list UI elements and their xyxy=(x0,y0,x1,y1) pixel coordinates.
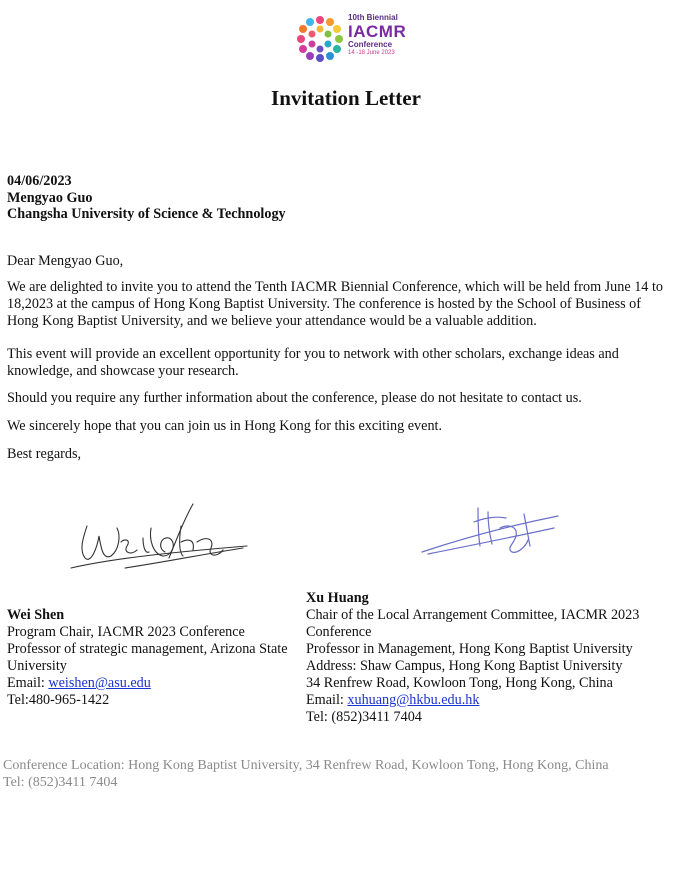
footer-location: Conference Location: Hong Kong Baptist University, 34 Renfrew Road, Kowloon Tong, Hong Kong, China xyxy=(3,758,609,773)
footer xyxy=(3,757,683,791)
footer-tel: Tel: (852)3411 7404 xyxy=(3,775,118,790)
signatory-left xyxy=(7,607,307,709)
signatory-right-address-2: 34 Renfrew Road, Kowloon Tong, Hong Kong, China xyxy=(306,675,613,691)
signature-wei-shen xyxy=(65,498,255,578)
email-link-wei-shen[interactable]: weishen@asu.edu xyxy=(48,675,151,691)
paragraph-1: We are delighted to invite you to attend the Tenth IACMR Biennial Conference, which will be held from June 14 to 18,2023 at the campus of Hong Kong Baptist University. The conference is hosted by the School of Business of Hong Kong Baptist University, and we believe your attendance would be a valuable addition. xyxy=(7,279,663,329)
email-label: Email: xyxy=(306,692,348,708)
logo-edition: 10th Biennial xyxy=(348,13,398,22)
signatory-left-tel: Tel:480-965-1422 xyxy=(7,692,110,708)
email-label: Email: xyxy=(7,675,49,691)
paragraph-3: Should you require any further information about the conference, please do not hesitate to contact us. xyxy=(7,390,582,406)
logo-name: IACMR xyxy=(348,22,407,41)
signatory-right xyxy=(306,590,666,726)
signatory-right-tel: Tel: (852)3411 7404 xyxy=(306,709,422,725)
paragraph-4: We sincerely hope that you can join us in Hong Kong for this exciting event. xyxy=(7,418,443,434)
signatory-right-email-row xyxy=(306,692,666,709)
email-link-xu-huang[interactable]: xuhuang@hkbu.edu.hk xyxy=(347,692,480,708)
paragraph-2: This event will provide an excellent opportunity for you to network with other scholars, exchange ideas and knowledge, and showcase your research. xyxy=(7,346,619,379)
closing: Best regards, xyxy=(7,446,82,462)
recipient-name: Mengyao Guo xyxy=(7,190,93,206)
salutation: Dear Mengyao Guo, xyxy=(7,253,124,269)
letter-date: 04/06/2023 xyxy=(7,173,72,189)
conference-logo xyxy=(293,8,407,68)
signatory-left-title-1: Professor of strategic management, Arizona State xyxy=(7,641,288,657)
signatory-right-title: Professor in Management, Hong Kong Baptist University xyxy=(306,641,633,657)
signatory-right-role-2: Conference xyxy=(306,624,372,640)
letter-title: Invitation Letter xyxy=(271,86,421,110)
signatory-left-email-row xyxy=(7,675,307,692)
signature-xu-huang xyxy=(418,500,563,560)
signatory-left-name: Wei Shen xyxy=(7,607,65,623)
logo-circle-icon xyxy=(293,12,347,66)
signatory-right-name: Xu Huang xyxy=(306,590,369,606)
recipient-institution: Changsha University of Science & Technology xyxy=(7,206,286,222)
signatory-left-title-2: University xyxy=(7,658,67,674)
signatory-left-role: Program Chair, IACMR 2023 Conference xyxy=(7,624,245,640)
signatory-right-address-1: Address: Shaw Campus, Hong Kong Baptist University xyxy=(306,658,623,674)
logo-dates: 14 -18 June 2023 xyxy=(348,50,395,56)
logo-subtitle: Conference xyxy=(348,40,393,49)
signatory-right-role-1: Chair of the Local Arrangement Committee, IACMR 2023 xyxy=(306,607,640,623)
